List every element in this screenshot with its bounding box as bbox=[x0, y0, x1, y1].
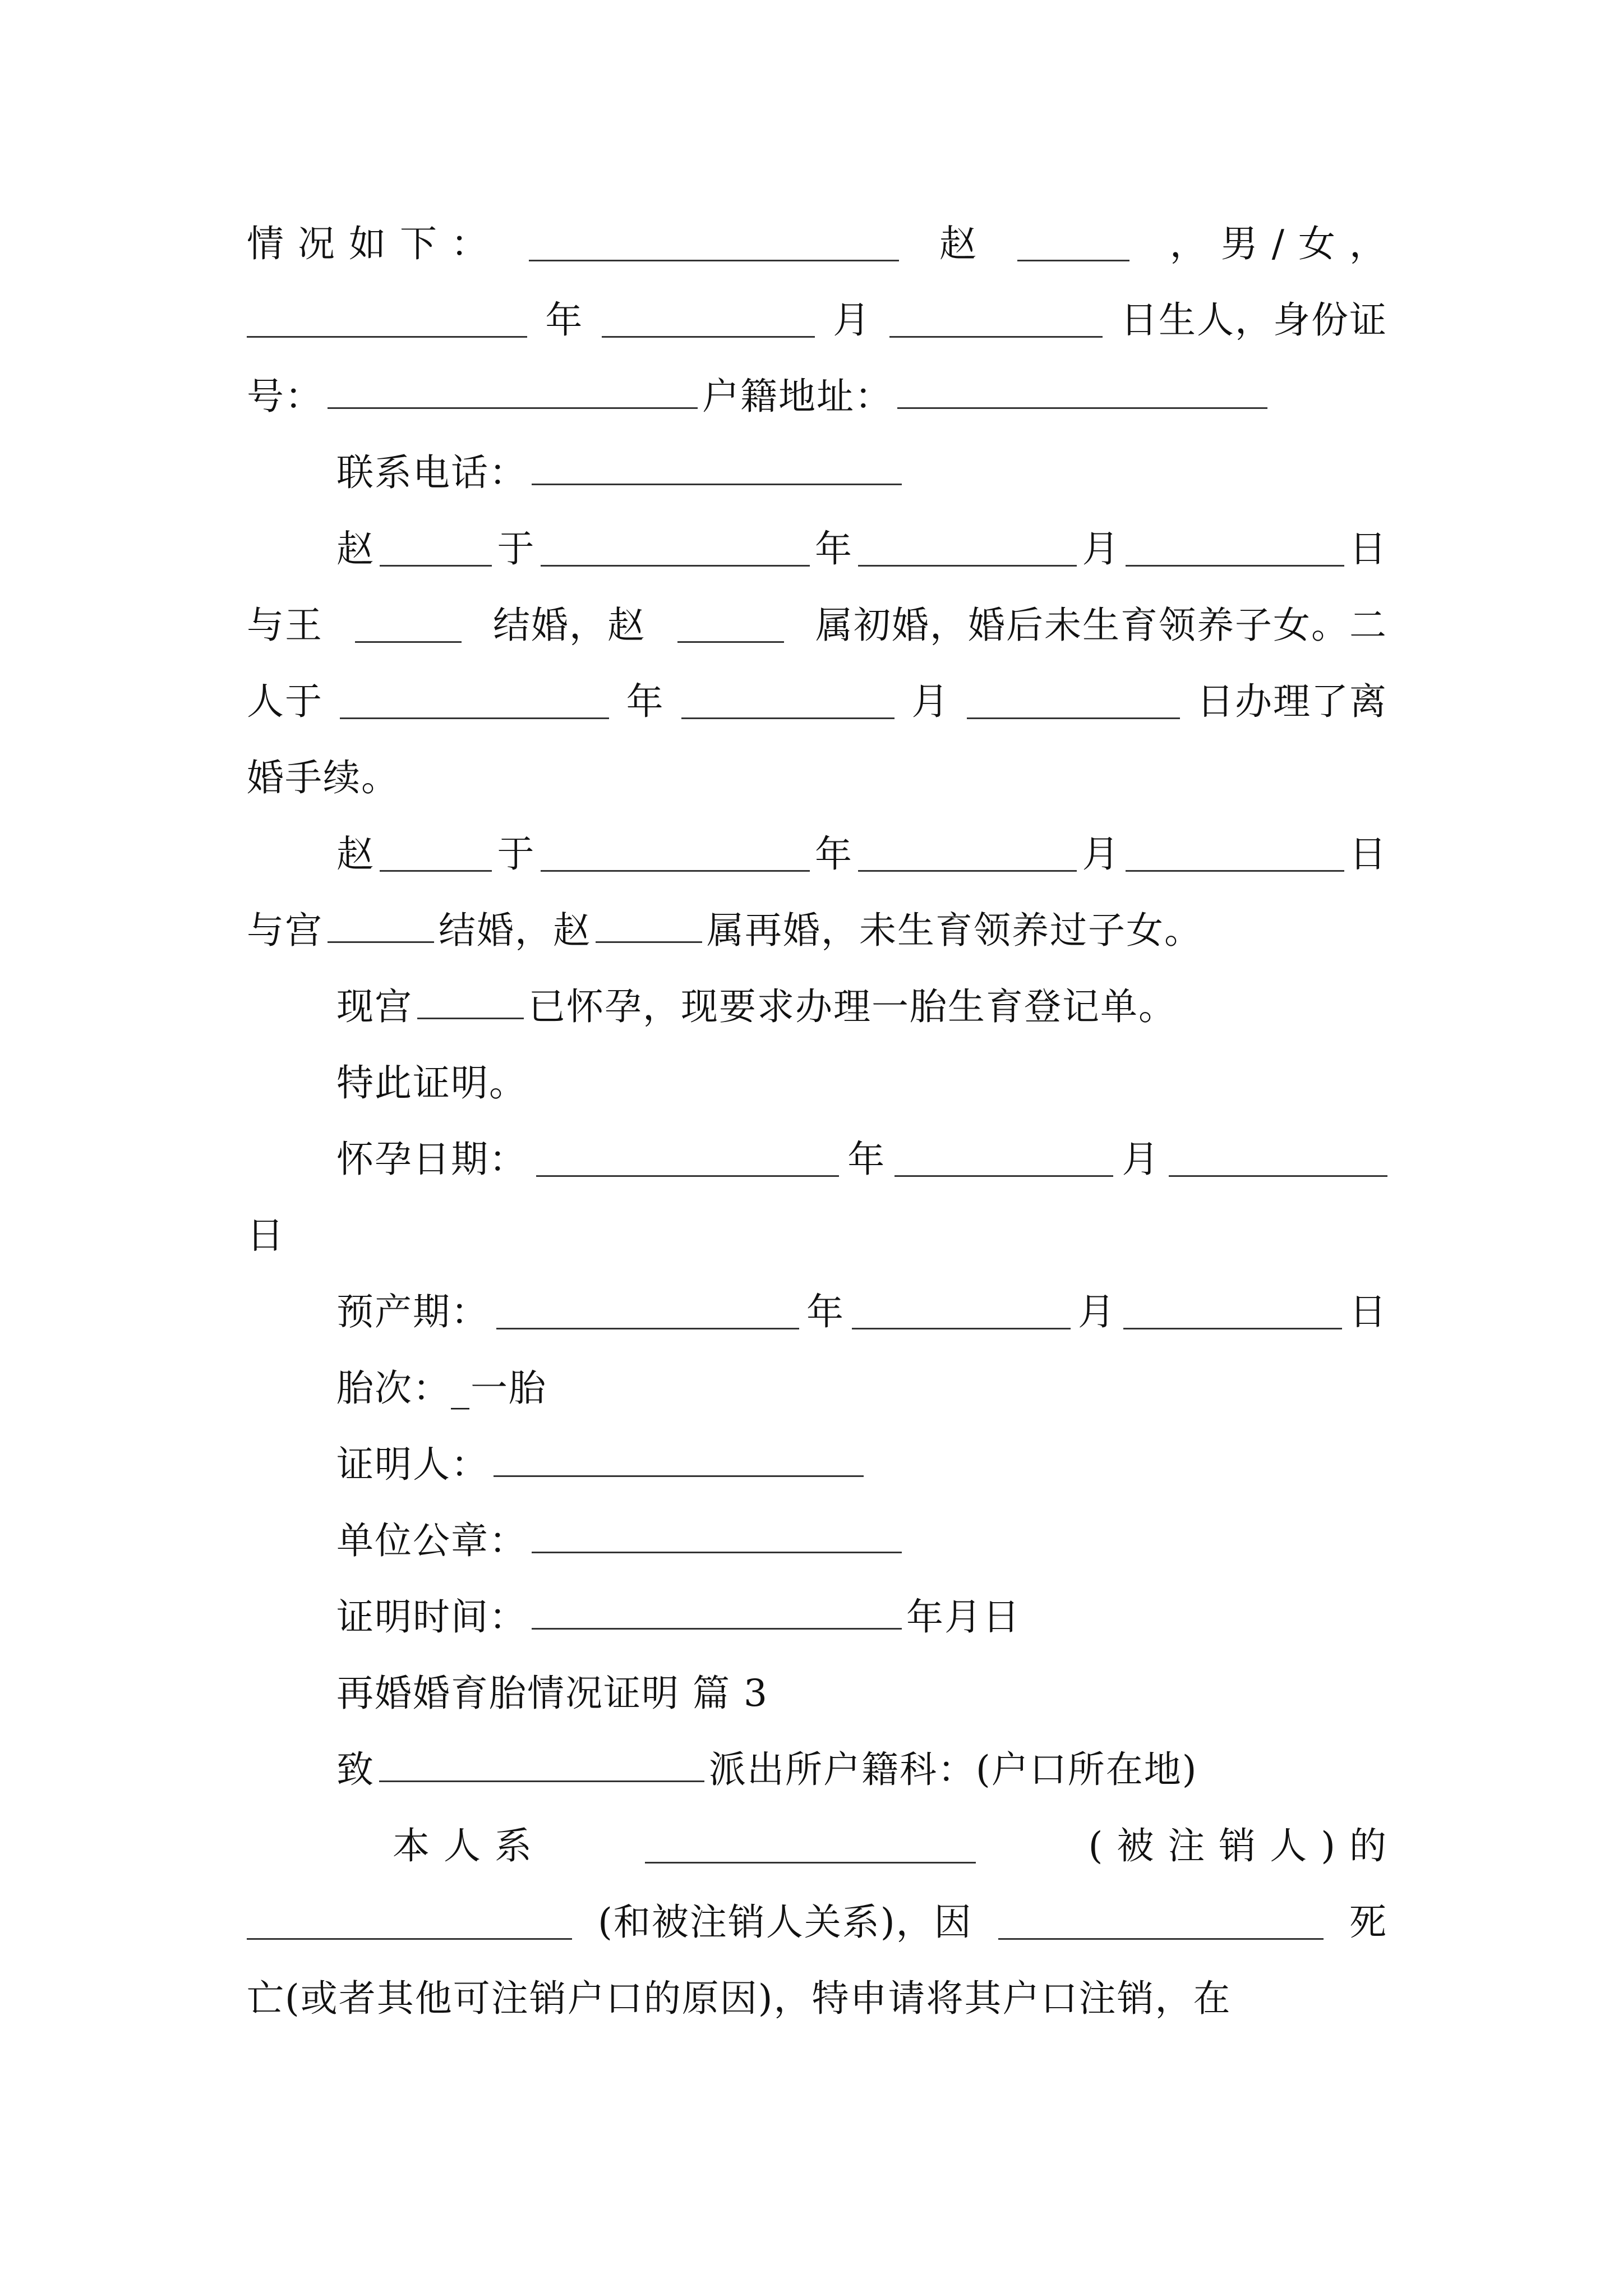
blank-field bbox=[532, 1519, 902, 1553]
text-segment: 月 bbox=[1082, 527, 1121, 570]
text-line bbox=[336, 1739, 1387, 1801]
text-segment: 联系电话： bbox=[336, 451, 527, 494]
blank-field bbox=[340, 685, 609, 719]
text-line bbox=[336, 1586, 1387, 1648]
text-segment: 赵 bbox=[336, 527, 375, 570]
text-line bbox=[393, 1815, 1387, 1877]
text-segment: 单位公章： bbox=[336, 1519, 527, 1562]
text-segment: 再婚婚育胎情况证明 篇 3 bbox=[336, 1672, 768, 1715]
text-segment: 年 bbox=[847, 1138, 886, 1181]
text-segment: 结婚，赵 bbox=[493, 604, 645, 647]
text-segment: ( 被 注 销 人 ) 的 bbox=[1088, 1824, 1387, 1867]
text-line bbox=[247, 1205, 1387, 1267]
text-segment: 日 bbox=[1349, 832, 1387, 876]
text-segment: 胎次：_一胎 bbox=[336, 1366, 547, 1410]
text-segment: 户籍地址： bbox=[702, 375, 893, 418]
blank-field bbox=[852, 1295, 1071, 1329]
blank-field bbox=[681, 685, 895, 719]
text-segment: 赵 bbox=[939, 222, 978, 265]
text-segment: 号： bbox=[247, 375, 323, 418]
text-segment: 现宫 bbox=[336, 985, 413, 1028]
text-line bbox=[336, 976, 1387, 1038]
blank-field bbox=[1169, 1143, 1387, 1177]
text-line bbox=[247, 747, 1387, 809]
text-segment: 死 bbox=[1349, 1901, 1387, 1944]
blank-field bbox=[967, 685, 1180, 719]
blank-field bbox=[494, 1443, 864, 1477]
blank-field bbox=[889, 303, 1103, 338]
blank-field bbox=[858, 532, 1077, 567]
text-segment: 属初婚，婚后未生育领养子女。二 bbox=[815, 604, 1387, 647]
text-segment: 本 人 系 bbox=[393, 1824, 533, 1867]
text-segment: 月 bbox=[911, 680, 950, 723]
blank-field bbox=[596, 909, 702, 943]
blank-field bbox=[247, 1906, 572, 1940]
text-segment: 日办理了离 bbox=[1196, 680, 1387, 723]
text-segment: 于 bbox=[497, 527, 536, 570]
text-segment: 日生人，身份证 bbox=[1120, 298, 1387, 342]
text-line bbox=[336, 1281, 1387, 1343]
text-line bbox=[247, 1892, 1387, 1953]
blank-field bbox=[1017, 227, 1129, 261]
text-line bbox=[247, 900, 1387, 961]
text-segment: 月 bbox=[833, 298, 872, 342]
text-segment: 年 bbox=[626, 680, 665, 723]
text-segment: 婚手续。 bbox=[247, 756, 399, 799]
text-segment: 证明人： bbox=[336, 1443, 489, 1486]
text-segment: 致 bbox=[336, 1748, 375, 1791]
text-segment: 年 bbox=[806, 1290, 845, 1333]
text-segment: 日 bbox=[247, 1214, 285, 1257]
text-segment: 日 bbox=[1349, 527, 1387, 570]
blank-field bbox=[645, 1829, 976, 1864]
blank-field bbox=[541, 838, 810, 872]
text-segment: 情 况 如 下 ： bbox=[247, 222, 489, 265]
text-segment: 于 bbox=[497, 832, 536, 876]
text-segment: 预产期： bbox=[336, 1290, 489, 1333]
blank-field bbox=[247, 303, 527, 338]
text-line bbox=[336, 1052, 1387, 1114]
blank-field bbox=[895, 1143, 1113, 1177]
text-segment: 年 bbox=[545, 298, 584, 342]
text-segment: 派出所户籍科：(户口所在地) bbox=[709, 1748, 1198, 1791]
text-segment: 怀孕日期： bbox=[336, 1138, 527, 1181]
text-segment: 证明时间： bbox=[336, 1595, 527, 1639]
text-line bbox=[336, 823, 1387, 885]
blank-field bbox=[1126, 532, 1344, 567]
text-segment: ， 男 / 女 ， bbox=[1169, 222, 1387, 265]
text-segment: 日 bbox=[1349, 1290, 1387, 1333]
blank-field bbox=[858, 838, 1077, 872]
blank-field bbox=[496, 1295, 799, 1329]
blank-field bbox=[328, 375, 698, 409]
blank-field bbox=[602, 303, 815, 338]
blank-field bbox=[998, 1906, 1324, 1940]
text-segment: 年月日 bbox=[906, 1595, 1021, 1639]
text-line bbox=[247, 213, 1387, 275]
text-segment: 年 bbox=[815, 527, 853, 570]
blank-field bbox=[1123, 1295, 1342, 1329]
text-segment: 月 bbox=[1082, 832, 1121, 876]
text-line bbox=[336, 1434, 1387, 1496]
text-segment: (和被注销人关系)，因 bbox=[598, 1901, 972, 1944]
blank-field bbox=[417, 985, 524, 1019]
text-line bbox=[247, 671, 1387, 733]
text-line bbox=[336, 1358, 1387, 1419]
text-segment: 与宫 bbox=[247, 909, 323, 952]
blank-field bbox=[529, 227, 899, 261]
text-segment: 月 bbox=[1122, 1138, 1160, 1181]
blank-field bbox=[532, 451, 902, 485]
text-segment: 人于 bbox=[247, 680, 323, 723]
blank-field bbox=[380, 838, 492, 872]
text-segment: 与王 bbox=[247, 604, 323, 647]
text-segment: 特此证明。 bbox=[336, 1061, 527, 1105]
text-segment: 属再婚，未生育领养过子女。 bbox=[707, 909, 1202, 952]
blank-field bbox=[379, 1748, 704, 1782]
blank-field bbox=[380, 532, 492, 567]
blank-field bbox=[677, 609, 784, 643]
text-segment: 年 bbox=[815, 832, 853, 876]
text-line bbox=[336, 518, 1387, 580]
text-segment: 已怀孕，现要求办理一胎生育登记单。 bbox=[528, 985, 1177, 1028]
blank-field bbox=[541, 532, 810, 567]
text-line bbox=[247, 366, 1387, 427]
text-line bbox=[336, 442, 1387, 504]
section-heading bbox=[336, 1663, 1387, 1724]
text-line bbox=[336, 1129, 1387, 1190]
text-segment: 结婚，赵 bbox=[439, 909, 591, 952]
blank-field bbox=[328, 909, 434, 943]
text-line bbox=[247, 289, 1387, 351]
text-line bbox=[247, 1968, 1387, 2030]
blank-field bbox=[532, 1595, 902, 1630]
text-segment: 赵 bbox=[336, 832, 375, 876]
text-segment: 亡(或者其他可注销户口的原因)，特申请将其户口注销，在 bbox=[247, 1977, 1232, 2020]
blank-field bbox=[1126, 838, 1344, 872]
text-segment: 月 bbox=[1078, 1290, 1116, 1333]
blank-field bbox=[897, 375, 1267, 409]
blank-field bbox=[536, 1143, 839, 1177]
blank-field bbox=[355, 609, 462, 643]
text-line bbox=[336, 1510, 1387, 1572]
text-line bbox=[247, 595, 1387, 656]
